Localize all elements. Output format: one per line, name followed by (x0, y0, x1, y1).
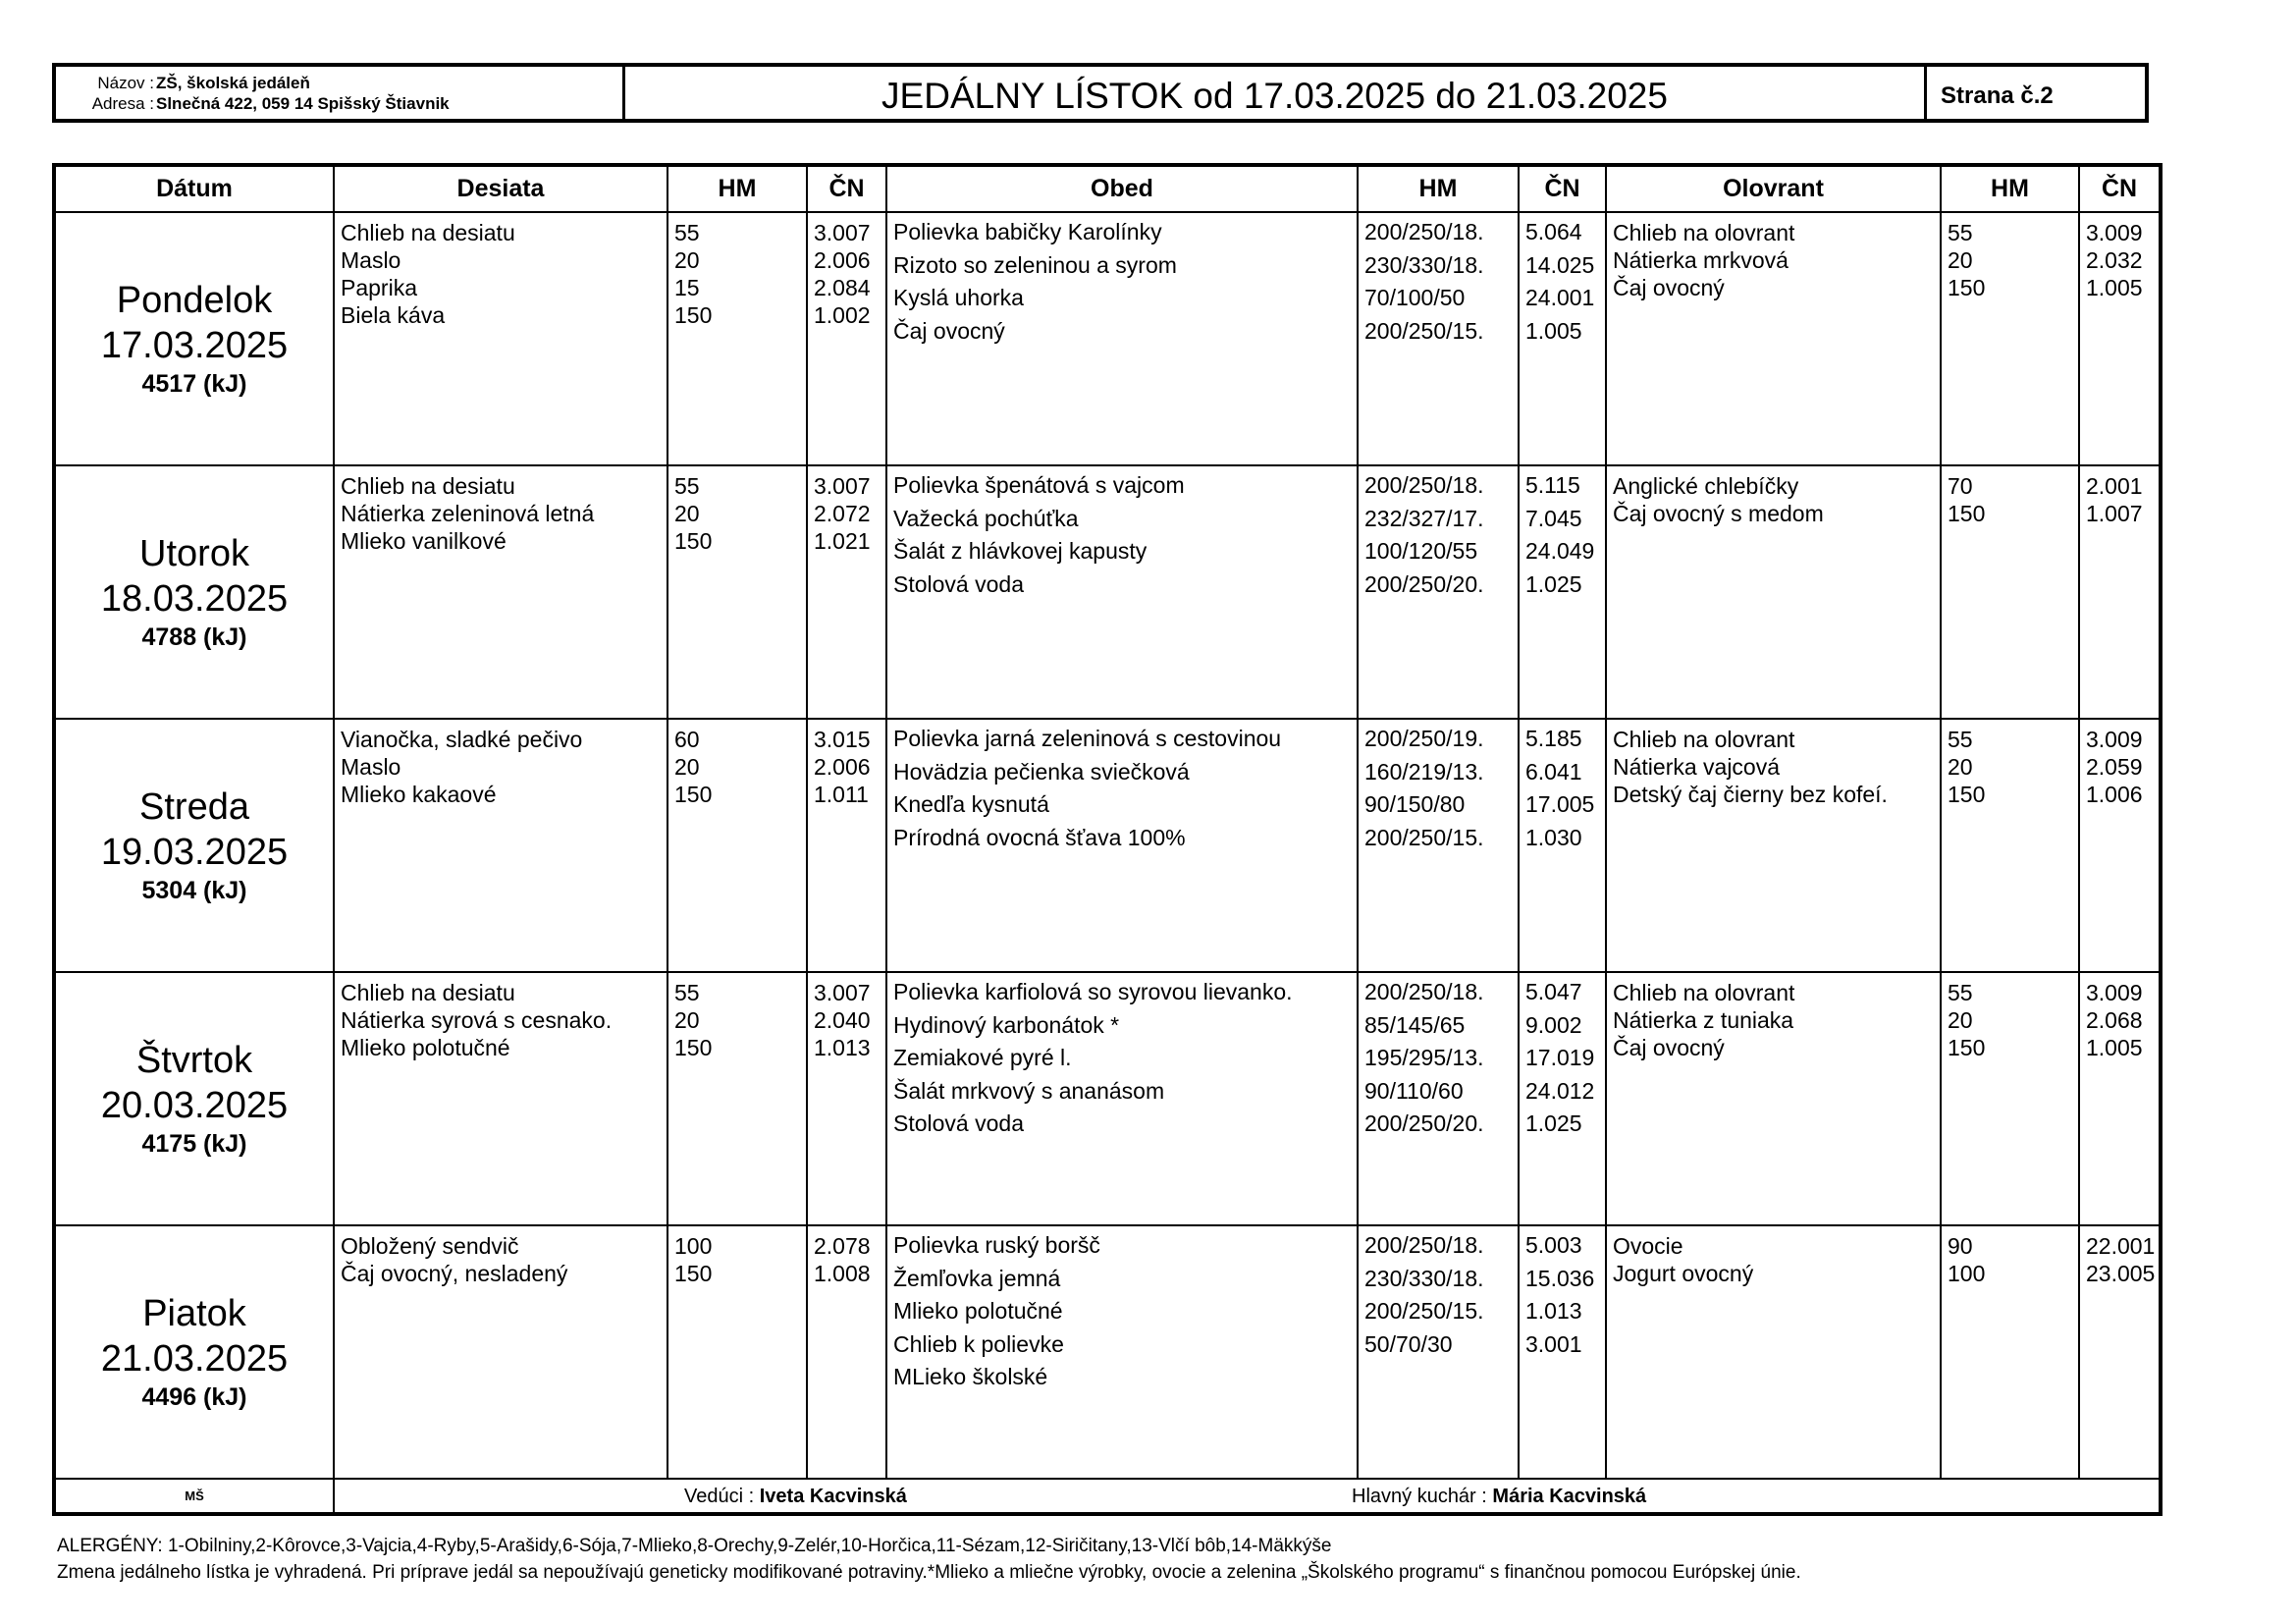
institution-info (56, 67, 625, 119)
notes (57, 1533, 1801, 1586)
lunch-cn (1519, 1225, 1606, 1479)
day-date: 19.03.2025 (100, 832, 289, 873)
snack-cn-line: 1.011 (814, 782, 869, 807)
lunch-hm-line: 230/330/18. (1364, 251, 1484, 278)
allergens-note: ALERGÉNY: 1-Obilniny,2-Kôrovce,3-Vajcia,4-Ryby,5-Arašidy,6-Sója,7-Mlieko,8-Orechy,9-Zelér,10-Horčica,11-Sézam,12-Siričitany,13-Vlčí bôb,14-Mäkkýše (57, 1536, 1332, 1556)
name-value: ZŠ, školská jedáleň (156, 74, 310, 92)
lunch-hm-line: 200/250/20. (1364, 1110, 1484, 1136)
col-date: Dátum (54, 165, 334, 212)
lunch-cn-line: 5.003 (1525, 1232, 1582, 1258)
lunch-hm (1358, 719, 1519, 972)
snack-hm-line: 55 (674, 473, 700, 499)
lunch-hm-line: 200/250/15. (1364, 1298, 1484, 1324)
afternoon-items (1606, 719, 1941, 972)
snack-hm-line: 150 (674, 782, 713, 807)
snack-items-line: Vianočka, sladké pečivo (341, 727, 583, 752)
snack-items-line: Nátierka zeleninová letná (341, 501, 595, 526)
snack-hm-line: 20 (674, 1007, 700, 1033)
afternoon-cn-line: 2.068 (2086, 1007, 2143, 1033)
col-afternoon-cn: ČN (2079, 165, 2161, 212)
snack-cn-line: 3.007 (814, 980, 871, 1005)
lunch-items-line: Zemiakové pyré l. (893, 1045, 1072, 1070)
day-date-cell (54, 465, 334, 719)
lunch-cn-line: 17.005 (1525, 791, 1595, 817)
col-lunch-hm: HM (1358, 165, 1519, 212)
page-title: JEDÁLNY LÍSTOK od 17.03.2025 do 21.03.2025 (625, 67, 1927, 119)
afternoon-cn-line: 2.059 (2086, 754, 2143, 780)
day-name: Piatok (142, 1293, 246, 1334)
lunch-hm-line: 200/250/18. (1364, 1232, 1484, 1258)
afternoon-cn-line: 2.032 (2086, 247, 2143, 273)
lunch-hm-line: 200/250/15. (1364, 317, 1484, 344)
lunch-cn-line: 7.045 (1525, 505, 1582, 531)
signature-row (54, 1479, 2161, 1514)
snack-cn (807, 1225, 886, 1479)
snack-hm-line: 100 (674, 1233, 713, 1259)
afternoon-items-line: Nátierka mrkvová (1613, 247, 1789, 273)
snack-hm (667, 465, 807, 719)
afternoon-hm-line: 150 (1948, 1035, 1986, 1060)
day-date-cell (54, 972, 334, 1225)
snack-items-line: Maslo (341, 754, 401, 780)
lunch-items-line: Rizoto so zeleninou a syrom (893, 251, 1177, 278)
snack-items (334, 1225, 667, 1479)
day-energy: 4175 (kJ) (141, 1130, 247, 1158)
lunch-cn-line: 5.185 (1525, 726, 1582, 751)
snack-cn-line: 1.021 (814, 528, 871, 554)
snack-hm-line: 15 (674, 275, 700, 300)
day-row (54, 719, 2161, 972)
afternoon-cn-line: 1.005 (2086, 1035, 2143, 1060)
day-name: Štvrtok (135, 1040, 253, 1081)
lunch-hm-line: 200/250/18. (1364, 979, 1484, 1004)
lunch-hm-line: 195/295/13. (1364, 1045, 1484, 1070)
lunch-items-line: MLieko školské (893, 1364, 1048, 1389)
afternoon-items-line: Detský čaj čierny bez kofeí. (1613, 782, 1888, 807)
menu-header (52, 63, 2149, 123)
afternoon-hm (1941, 212, 2079, 465)
snack-items-line: Obložený sendvič (341, 1233, 519, 1259)
lunch-items-line: Stolová voda (893, 570, 1024, 597)
snack-hm-line: 150 (674, 302, 713, 328)
lunch-items-line: Žemľovka jemná (893, 1265, 1061, 1291)
afternoon-cn-line: 3.009 (2086, 727, 2143, 752)
afternoon-hm (1941, 719, 2079, 972)
lunch-items-line: Polievka karfiolová so syrovou lievanko. (893, 979, 1293, 1004)
lunch-hm-line: 200/250/15. (1364, 824, 1484, 850)
snack-hm-line: 20 (674, 247, 700, 273)
day-energy: 4496 (kJ) (141, 1383, 247, 1411)
lunch-cn-line: 1.025 (1525, 570, 1582, 597)
lunch-hm-line: 70/100/50 (1364, 285, 1466, 310)
snack-cn (807, 212, 886, 465)
snack-hm-line: 150 (674, 528, 713, 554)
snack-items-line: Chlieb na desiatu (341, 473, 515, 499)
day-energy: 4788 (kJ) (141, 623, 247, 651)
lunch-items-line: Šalát mrkvový s ananásom (893, 1077, 1165, 1104)
lunch-hm (1358, 465, 1519, 719)
chef-label: Hlavný kuchár : (1352, 1486, 1487, 1507)
lunch-items-line: Prírodná ovocná šťava 100% (893, 824, 1186, 850)
snack-cn-line: 2.084 (814, 275, 871, 300)
lunch-items (886, 465, 1358, 719)
snack-cn-line: 3.015 (814, 727, 871, 752)
lunch-cn-line: 24.012 (1525, 1077, 1595, 1104)
snack-items-line: Mlieko polotučné (341, 1035, 510, 1060)
afternoon-hm-line: 20 (1948, 754, 1973, 780)
day-name: Utorok (139, 533, 249, 574)
afternoon-cn-line: 3.009 (2086, 220, 2143, 245)
lunch-items-line: Čaj ovocný (893, 317, 1005, 344)
lunch-cn-line: 1.025 (1525, 1110, 1582, 1136)
col-snack-hm: HM (667, 165, 807, 212)
lunch-items-line: Polievka babičky Karolínky (893, 219, 1162, 244)
lunch-cn-line: 24.049 (1525, 538, 1595, 564)
snack-hm-line: 20 (674, 754, 700, 780)
lunch-hm-line: 200/250/18. (1364, 472, 1484, 498)
snack-cn-line: 2.040 (814, 1007, 871, 1033)
lunch-cn (1519, 719, 1606, 972)
lunch-items-line: Polievka jarná zeleninová s cestovinou (893, 726, 1282, 751)
lunch-cn-line: 6.041 (1525, 758, 1582, 785)
lunch-cn-line: 3.001 (1525, 1330, 1582, 1357)
snack-hm-line: 55 (674, 980, 700, 1005)
snack-items (334, 972, 667, 1225)
col-snack-cn: ČN (807, 165, 886, 212)
lunch-items (886, 719, 1358, 972)
lunch-items-line: Hovädzia pečienka sviečková (893, 758, 1190, 785)
afternoon-hm (1941, 1225, 2079, 1479)
afternoon-cn-line: 3.009 (2086, 980, 2143, 1005)
lunch-cn-line: 17.019 (1525, 1045, 1595, 1070)
snack-items-line: Biela káva (341, 302, 446, 328)
afternoon-hm-line: 150 (1948, 275, 1986, 300)
snack-cn (807, 972, 886, 1225)
afternoon-hm-line: 150 (1948, 501, 1986, 526)
afternoon-hm (1941, 465, 2079, 719)
lunch-cn-line: 1.013 (1525, 1298, 1582, 1324)
lunch-items (886, 212, 1358, 465)
afternoon-items-line: Čaj ovocný (1613, 275, 1725, 300)
lunch-cn-line: 24.001 (1525, 285, 1595, 310)
day-name: Streda (139, 786, 249, 828)
lunch-hm-line: 230/330/18. (1364, 1265, 1484, 1291)
afternoon-cn-line: 22.001 (2086, 1233, 2156, 1259)
afternoon-hm (1941, 972, 2079, 1225)
name-label: Názov : (97, 74, 154, 92)
snack-cn (807, 719, 886, 972)
afternoon-hm-line: 20 (1948, 247, 1973, 273)
afternoon-cn-line: 1.005 (2086, 275, 2143, 300)
chef-name: Mária Kacvinská (1492, 1486, 1647, 1507)
snack-cn-line: 1.008 (814, 1261, 871, 1286)
day-date-cell (54, 719, 334, 972)
snack-items-line: Mlieko kakaové (341, 782, 497, 807)
snack-cn-line: 1.013 (814, 1035, 871, 1060)
lunch-items-line: Knedľa kysnutá (893, 791, 1049, 817)
lunch-hm (1358, 1225, 1519, 1479)
snack-hm-line: 55 (674, 220, 700, 245)
menu-table (52, 163, 2163, 1516)
afternoon-items-line: Nátierka z tuniaka (1613, 1007, 1794, 1033)
manager-name: Iveta Kacvinská (759, 1486, 907, 1507)
lunch-items-line: Stolová voda (893, 1110, 1024, 1136)
lunch-cn-line (1525, 1361, 1605, 1394)
lunch-cn-line: 14.025 (1525, 251, 1595, 278)
lunch-hm-line: 85/145/65 (1364, 1011, 1466, 1038)
afternoon-items-line: Čaj ovocný s medom (1613, 501, 1824, 526)
lunch-hm-line: 200/250/18. (1364, 219, 1484, 244)
day-date: 20.03.2025 (100, 1085, 289, 1126)
snack-hm (667, 972, 807, 1225)
col-snack: Desiata (334, 165, 667, 212)
afternoon-items-line: Nátierka vajcová (1613, 754, 1781, 780)
lunch-hm-line: 232/327/17. (1364, 505, 1484, 531)
lunch-items-line: Polievka ruský boršč (893, 1232, 1100, 1258)
afternoon-cn (2079, 1225, 2161, 1479)
page-number: Strana č.2 (1941, 82, 2054, 109)
afternoon-items-line: Chlieb na olovrant (1613, 727, 1795, 752)
snack-items (334, 212, 667, 465)
snack-items-line: Chlieb na desiatu (341, 980, 515, 1005)
afternoon-items (1606, 1225, 1941, 1479)
snack-hm-line: 20 (674, 501, 700, 526)
day-date-cell (54, 1225, 334, 1479)
manager-label: Vedúci : (684, 1486, 755, 1507)
afternoon-hm-line: 100 (1948, 1261, 1986, 1286)
afternoon-items-line: Jogurt ovocný (1613, 1261, 1754, 1286)
afternoon-items-line: Anglické chlebíčky (1613, 473, 1799, 499)
afternoon-hm-line: 55 (1948, 727, 1973, 752)
lunch-items-line: Chlieb k polievke (893, 1330, 1064, 1357)
address-label: Adresa : (91, 94, 154, 113)
afternoon-items-line: Ovocie (1613, 1233, 1683, 1259)
afternoon-items-line: Chlieb na olovrant (1613, 980, 1795, 1005)
lunch-hm-line: 200/250/19. (1364, 726, 1484, 751)
col-afternoon-hm: HM (1941, 165, 2079, 212)
lunch-hm-line (1364, 1361, 1518, 1394)
snack-items-line: Čaj ovocný, nesladený (341, 1261, 568, 1286)
snack-items-line: Maslo (341, 247, 401, 273)
lunch-items-line: Hydinový karbonátok * (893, 1011, 1120, 1038)
address-value: Slnečná 422, 059 14 Spišský Štiavnik (156, 94, 450, 113)
disclaimer-note: Zmena jedálneho lístka je vyhradená. Pri príprave jedál sa nepoužívajú geneticky modifikované potraviny.*Mlieko a mliečne výrobky, ovocie a zelenina „Školského programu“ s finančnou pomocou Európskej únie. (57, 1562, 1801, 1583)
afternoon-cn (2079, 465, 2161, 719)
table-header-row (54, 165, 2161, 212)
lunch-cn (1519, 212, 1606, 465)
snack-items (334, 465, 667, 719)
ms-label: MŠ (54, 1479, 334, 1514)
snack-hm (667, 1225, 807, 1479)
lunch-items-line: Polievka špenátová s vajcom (893, 472, 1185, 498)
lunch-hm-line: 200/250/20. (1364, 570, 1484, 597)
afternoon-hm-line: 150 (1948, 782, 1986, 807)
snack-items (334, 719, 667, 972)
lunch-cn-line: 1.030 (1525, 824, 1582, 850)
afternoon-items (1606, 972, 1941, 1225)
afternoon-hm-line: 70 (1948, 473, 1973, 499)
lunch-cn-line: 9.002 (1525, 1011, 1582, 1038)
snack-hm-line: 150 (674, 1261, 713, 1286)
afternoon-hm-line: 55 (1948, 220, 1973, 245)
col-afternoon: Olovrant (1606, 165, 1941, 212)
signature-cell (334, 1479, 2161, 1514)
snack-items-line: Chlieb na desiatu (341, 220, 515, 245)
afternoon-hm-line: 90 (1948, 1233, 1973, 1259)
afternoon-hm-line: 20 (1948, 1007, 1973, 1033)
lunch-hm-line: 90/150/80 (1364, 791, 1466, 817)
afternoon-cn (2079, 212, 2161, 465)
snack-cn-line: 2.078 (814, 1233, 871, 1259)
lunch-items-line: Mlieko polotučné (893, 1298, 1063, 1324)
snack-cn-line: 2.072 (814, 501, 871, 526)
snack-items-line: Nátierka syrová s cesnako. (341, 1007, 613, 1033)
afternoon-cn (2079, 719, 2161, 972)
day-name: Pondelok (116, 280, 273, 321)
lunch-cn-line: 15.036 (1525, 1265, 1595, 1291)
lunch-cn-line: 5.115 (1525, 472, 1580, 498)
lunch-cn-line: 5.064 (1525, 219, 1582, 244)
afternoon-items (1606, 212, 1941, 465)
afternoon-items-line: Chlieb na olovrant (1613, 220, 1795, 245)
afternoon-cn-line: 1.006 (2086, 782, 2143, 807)
snack-cn-line: 3.007 (814, 220, 871, 245)
lunch-hm-line: 50/70/30 (1364, 1330, 1453, 1357)
day-energy: 4517 (kJ) (141, 370, 247, 398)
lunch-hm-line: 160/219/13. (1364, 758, 1484, 785)
snack-cn-line: 1.002 (814, 302, 871, 328)
snack-hm (667, 719, 807, 972)
lunch-cn (1519, 972, 1606, 1225)
afternoon-cn-line: 2.001 (2086, 473, 2143, 499)
afternoon-cn-line: 23.005 (2086, 1261, 2156, 1286)
snack-cn-line: 2.006 (814, 247, 871, 273)
day-date-cell (54, 212, 334, 465)
snack-items-line: Mlieko vanilkové (341, 528, 507, 554)
day-date: 18.03.2025 (100, 578, 289, 620)
snack-hm-line: 60 (674, 727, 700, 752)
day-row (54, 1225, 2161, 1479)
day-row (54, 212, 2161, 465)
col-lunch: Obed (886, 165, 1358, 212)
snack-hm (667, 212, 807, 465)
lunch-hm-line: 90/110/60 (1364, 1077, 1464, 1104)
col-lunch-cn: ČN (1519, 165, 1606, 212)
snack-cn-line: 3.007 (814, 473, 871, 499)
day-energy: 5304 (kJ) (141, 877, 247, 904)
snack-hm-line: 150 (674, 1035, 713, 1060)
lunch-hm (1358, 972, 1519, 1225)
lunch-items (886, 972, 1358, 1225)
lunch-cn-line: 1.005 (1525, 317, 1582, 344)
day-date: 21.03.2025 (100, 1338, 289, 1380)
lunch-items-line: Važecká pochúťka (893, 505, 1079, 531)
lunch-items-line: Kyslá uhorka (893, 285, 1024, 310)
lunch-hm (1358, 212, 1519, 465)
lunch-items-line: Šalát z hlávkovej kapusty (893, 538, 1148, 564)
afternoon-cn (2079, 972, 2161, 1225)
afternoon-hm-line: 55 (1948, 980, 1973, 1005)
day-row (54, 972, 2161, 1225)
afternoon-items (1606, 465, 1941, 719)
day-row (54, 465, 2161, 719)
lunch-items (886, 1225, 1358, 1479)
lunch-cn (1519, 465, 1606, 719)
day-date: 17.03.2025 (100, 325, 289, 366)
snack-items-line: Paprika (341, 275, 417, 300)
afternoon-cn-line: 1.007 (2086, 501, 2143, 526)
afternoon-items-line: Čaj ovocný (1613, 1035, 1725, 1060)
snack-cn-line: 2.006 (814, 754, 871, 780)
snack-cn (807, 465, 886, 719)
lunch-cn-line: 5.047 (1525, 979, 1582, 1004)
lunch-hm-line: 100/120/55 (1364, 538, 1478, 564)
